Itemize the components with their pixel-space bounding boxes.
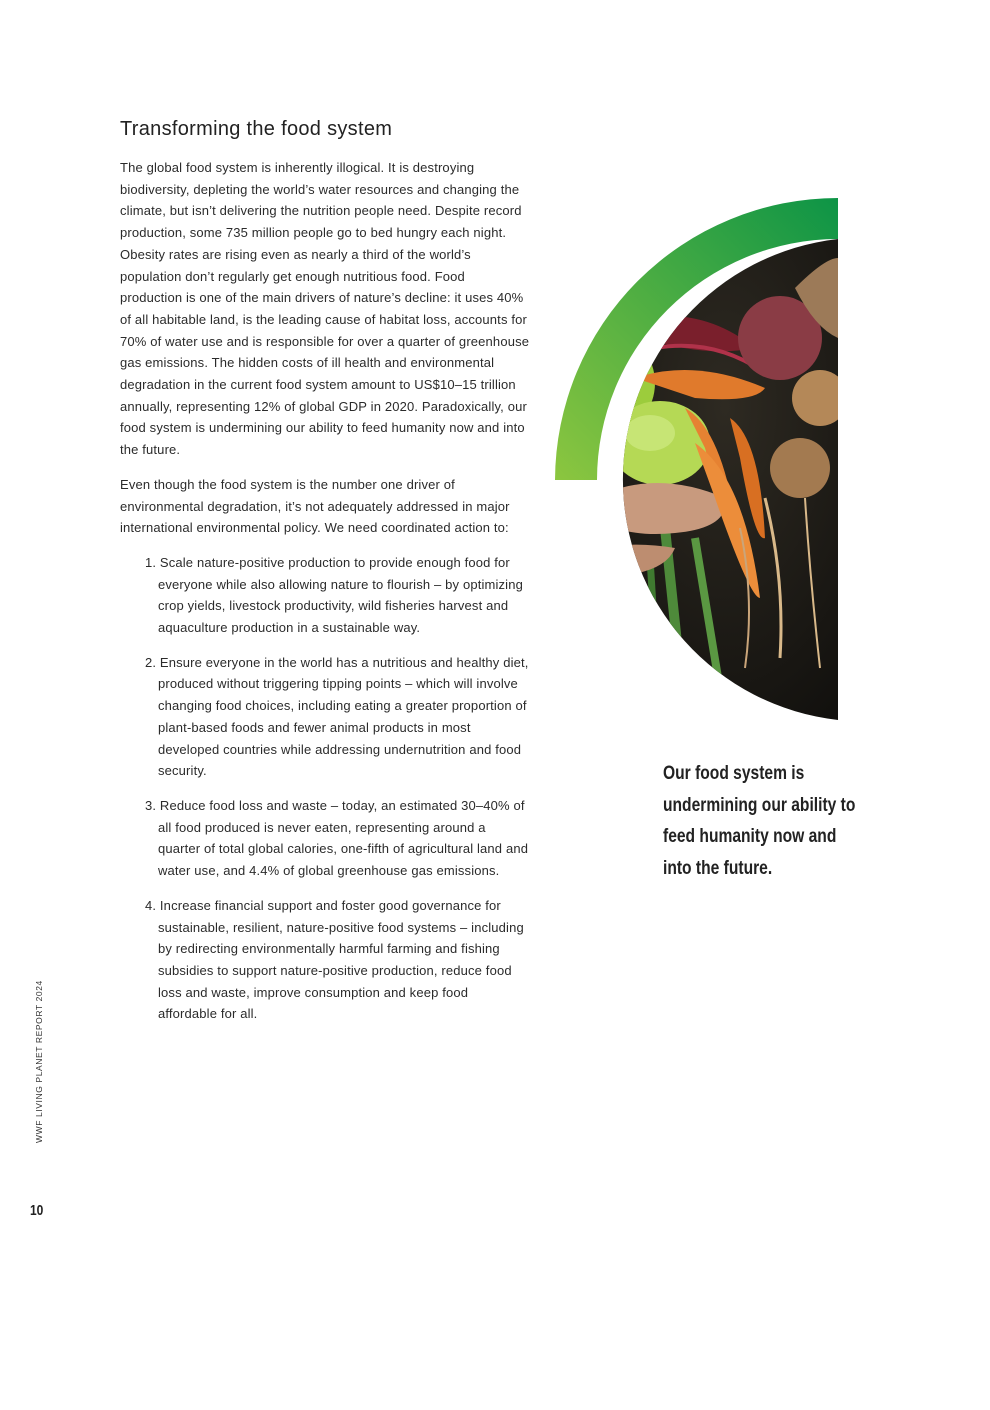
vegetables-photo-graphic [555, 198, 838, 720]
pull-quote: Our food system is undermining our ability to feed humanity now and into the future. [663, 762, 856, 879]
list-item-number: 2. [145, 654, 157, 670]
article-body [120, 157, 530, 1038]
list-item-text: Reduce food loss and waste – today, an estimated 30–40% of all food produced is never eaten, representing around a quarter of total global calories, one-fifth of agricultural land and water use, and 4.4% of global greenhouse gas emissions. [158, 797, 529, 879]
list-item-number: 3. [145, 797, 157, 813]
report-label: WWF LIVING PLANET REPORT 2024 [34, 980, 44, 1143]
list-item-text: Ensure everyone in the world has a nutritious and healthy diet, produced without triggering tipping points – which will involve changing food choices, including eating a greater proportion of plant-based foods and fewer animal products in most developed countries while addressing undernutrition and food security. [158, 654, 529, 779]
list-item-text: Scale nature-positive production to provide enough food for everyone while also allowing nature to flourish – by optimizing crop yields, livestock productivity, wild fisheries harvest and aquaculture production in a sustainable way. [158, 554, 523, 636]
list-item-number: 1. [145, 554, 157, 570]
list-item-text: Increase financial support and foster good governance for sustainable, resilient, nature-positive food systems – including by redirecting environmentally harmful farming and fishing subsidies to support nature-positive production, reduce food loss and waste, improve consumption and keep food affordable for all. [158, 897, 524, 1022]
list-item [120, 652, 530, 782]
action-paragraph: Even though the food system is the number one driver of environmental degradation, it’s not adequately addressed in major international environmental policy. We need coordinated action to: [120, 476, 510, 536]
page-number: 10 [30, 1202, 44, 1219]
action-list [120, 552, 530, 1025]
list-item [120, 895, 530, 1025]
list-item-number: 4. [145, 897, 157, 913]
section-heading: Transforming the food system [120, 118, 393, 140]
intro-paragraph: The global food system is inherently illogical. It is destroying biodiversity, depleting the world’s water resources and changing the climate, but isn’t delivering the nutrition people need. Despite record production, some 735 million people go to bed hungry each night. Obesity rates are rising even as nearly a third of the world’s population don’t regularly get enough nutritious food. Food production is one of the main drivers of nature’s decline: it uses 40% of all habitable land, is the leading cause of habitat loss, accounts for 70% of water use and is responsible for over a quarter of greenhouse gas emissions. The hidden costs of ill health and environmental degradation in the current food system amount to US$10–15 trillion annually, representing 12% of global GDP in 2020. Paradoxically, our food system is undermining our ability to feed humanity now and into the future. [120, 160, 530, 458]
list-item [120, 552, 530, 639]
list-item [120, 795, 530, 882]
